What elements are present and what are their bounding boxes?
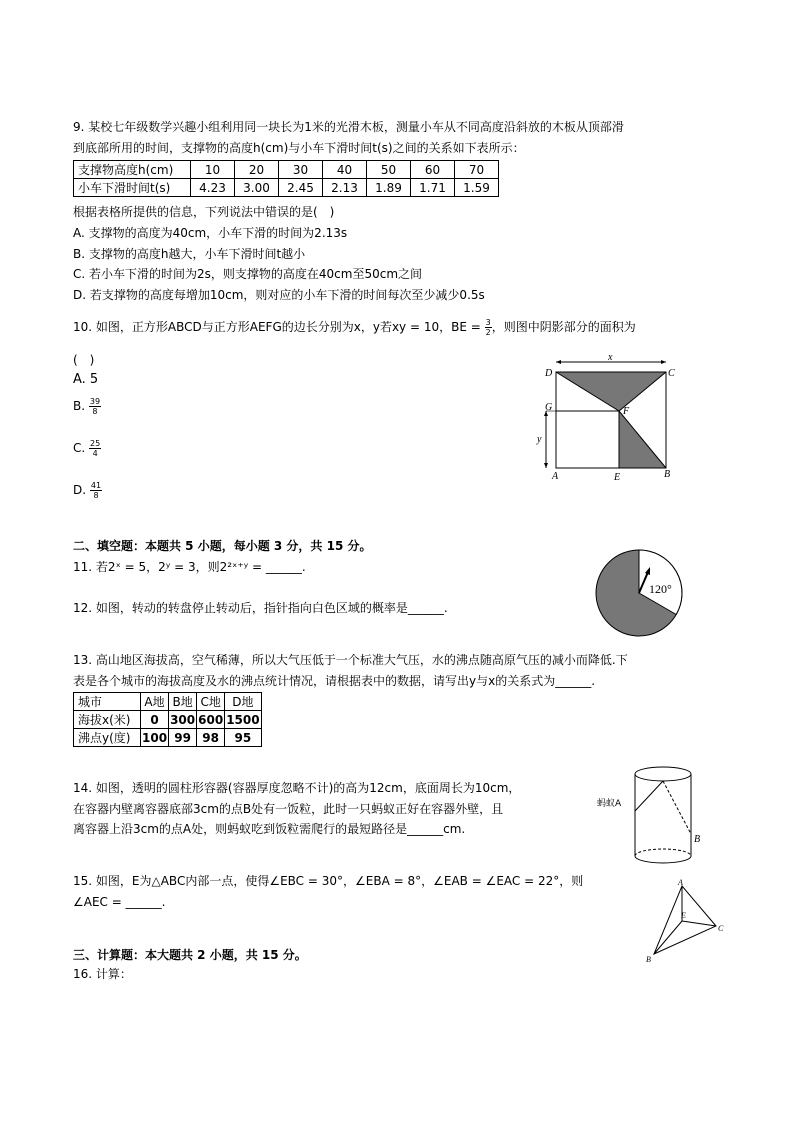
q15-line2: ∠AEC = ______.: [73, 895, 166, 909]
angle-label: 120°: [649, 582, 672, 596]
table-cell: 99: [169, 729, 197, 747]
q10-stem-b: ，则图中阴影部分的面积为: [491, 320, 636, 334]
label-f: F: [623, 406, 630, 417]
q16-text: 16. 计算：: [73, 967, 132, 981]
table-cell: 沸点y(度): [74, 729, 141, 747]
table-cell: 10: [191, 161, 235, 179]
path-inner: [663, 781, 691, 834]
label-a: A: [678, 878, 683, 887]
table-cell: 3.00: [235, 179, 279, 197]
q12-text: 12. 如图，转动的转盘停止转动后，指针指向白色区域的概率是______.: [73, 601, 448, 615]
table-cell: 70: [455, 161, 499, 179]
label-c: C: [718, 924, 724, 933]
table-cell: 600: [198, 712, 224, 727]
label-e: E: [681, 911, 686, 920]
table-header-cell: C地: [197, 693, 225, 711]
table-cell: 50: [367, 161, 411, 179]
shaded-triangle-top: [556, 372, 666, 411]
label-x: x: [608, 352, 613, 363]
table-cell: 300: [170, 712, 196, 727]
table-header-cell: 支撑物高度h(cm): [74, 161, 191, 179]
arrow-down-icon: [544, 463, 548, 468]
q10-option-a: A. 5: [73, 372, 99, 387]
q15-line1: 15. 如图，E为△ABC内部一点，使得∠EBC = 30°，∠EBA = 8°，∠EAB = ∠EAC = 22°，则: [73, 874, 584, 888]
table-header-cell: 小车下滑时间t(s): [74, 179, 191, 197]
q13-line1: 13. 高山地区海拔高，空气稀薄，所以大气压低于一个标准大气压，水的沸点随高原气压的减小而降低.下: [73, 653, 628, 667]
table-cell: 60: [411, 161, 455, 179]
q10-option-d: D. $\frac{41}{8}$: [73, 481, 102, 500]
table-cell: 1.71: [411, 179, 455, 197]
q9-table: [73, 160, 499, 197]
q9-stem-line2: 到底部所用的时间，支撑物的高度h(cm)与小车下滑时间t(s)之间的关系如下表所示：: [73, 141, 525, 155]
section-2-heading: 二、填空题：本题共 5 小题，每小题 3 分，共 15 分。: [73, 539, 372, 553]
q14-line1: 14. 如图，透明的圆柱形容器(容器厚度忽略不计)的高为12cm，底面周长为10cm，: [73, 781, 521, 795]
q10-square-figure: [530, 350, 690, 485]
q13-line2: 表是各个城市的海拔高度及水的沸点统计情况，请根据表中的数据，请写出y与x的关系式为______.: [73, 674, 596, 688]
table-row: [74, 729, 262, 747]
arrow-left-icon: [556, 360, 561, 364]
q9-option-b: B. 支撑物的高度h越大，小车下滑时间t越小: [73, 247, 306, 261]
table-cell: 2.45: [279, 179, 323, 197]
label-a: A: [552, 471, 559, 482]
table-cell: 海拔x(米): [74, 711, 141, 729]
label-b: B: [664, 469, 671, 480]
table-cell: 30: [279, 161, 323, 179]
label-g: G: [545, 402, 553, 413]
table-row: [74, 161, 499, 179]
table-cell: 1.89: [367, 179, 411, 197]
label-e: E: [614, 472, 621, 483]
path-outer: [635, 781, 663, 811]
table-header-cell: A地: [141, 693, 169, 711]
section-3-heading: 三、计算题：本大题共 2 小题，共 15 分。: [73, 948, 307, 962]
label-c: C: [668, 368, 675, 379]
ant-label: 蚂蚁A: [597, 799, 622, 809]
table-cell: 1500: [226, 712, 260, 727]
q10-stem: [73, 318, 636, 337]
label-d: D: [545, 368, 553, 379]
table-cell: 20: [235, 161, 279, 179]
table-cell: 100: [142, 730, 168, 745]
q10-option-b: B. $\frac{39}{8}$: [73, 397, 101, 416]
q9-option-a: A. 支撑物的高度为40cm，小车下滑的时间为2.13s: [73, 226, 348, 240]
cylinder-top: [635, 767, 691, 781]
q9-question: 根据表格所提供的信息，下列说法中错误的是( ): [73, 205, 335, 219]
segment-eb: [654, 921, 682, 954]
cylinder-bottom-back: [635, 849, 691, 856]
q10-stem-a: 10. 如图，正方形ABCD与正方形AEFG的边长分别为x，y若xy = 10，BE =: [73, 320, 485, 334]
table-header-cell: D地: [225, 693, 261, 711]
cylinder-figure: [595, 764, 705, 868]
segment-ec: [682, 921, 716, 926]
table-row: [74, 693, 262, 711]
label-b: B: [694, 834, 701, 845]
label-b: B: [646, 955, 651, 964]
q9-option-d: D. 若支撑物的高度每增加10cm，则对应的小车下滑的时间每次至少减少0.5s: [73, 288, 485, 302]
triangle-figure: [640, 878, 730, 966]
q14-line2: 在容器内壁离容器底部3cm的点B处有一饭粒，此时一只蚂蚁正好在容器外壁，且: [73, 802, 504, 816]
arrow-right-icon: [661, 360, 666, 364]
q14-line3: 离容器上沿3cm的点A处，则蚂蚁吃到饭粒需爬行的最短路径是______cm.: [73, 822, 466, 836]
q13-table: [73, 692, 262, 747]
table-cell: 98: [197, 729, 225, 747]
be-fraction: $\frac{3}{2}$: [485, 318, 491, 337]
cylinder-bottom-front: [635, 856, 691, 863]
label-y: y: [537, 434, 542, 445]
q11-text: 11. 若2ˣ = 5，2ʸ = 3，则2²ˣ⁺ʸ = ______.: [73, 560, 306, 574]
table-cell: 2.13: [323, 179, 367, 197]
spinner-figure: [594, 548, 684, 638]
table-row: [74, 711, 262, 729]
table-cell: 40: [323, 161, 367, 179]
table-cell: 4.23: [191, 179, 235, 197]
table-header-cell: 城市: [74, 693, 141, 711]
q9-stem-line1: 9. 某校七年级数学兴趣小组利用同一块长为1米的光滑木板，测量小车从不同高度沿斜放的木板从顶部滑: [73, 120, 624, 134]
q10-paren: ( ): [73, 353, 95, 367]
q9-option-c: C. 若小车下滑的时间为2s，则支撑物的高度在40cm至50cm之间: [73, 267, 423, 281]
q10-option-c: C. $\frac{25}{4}$: [73, 439, 101, 458]
table-cell: 95: [225, 729, 261, 747]
table-header-cell: B地: [169, 693, 197, 711]
table-cell: 1.59: [455, 179, 499, 197]
table-row: [74, 179, 499, 197]
table-cell: 0: [141, 711, 169, 729]
